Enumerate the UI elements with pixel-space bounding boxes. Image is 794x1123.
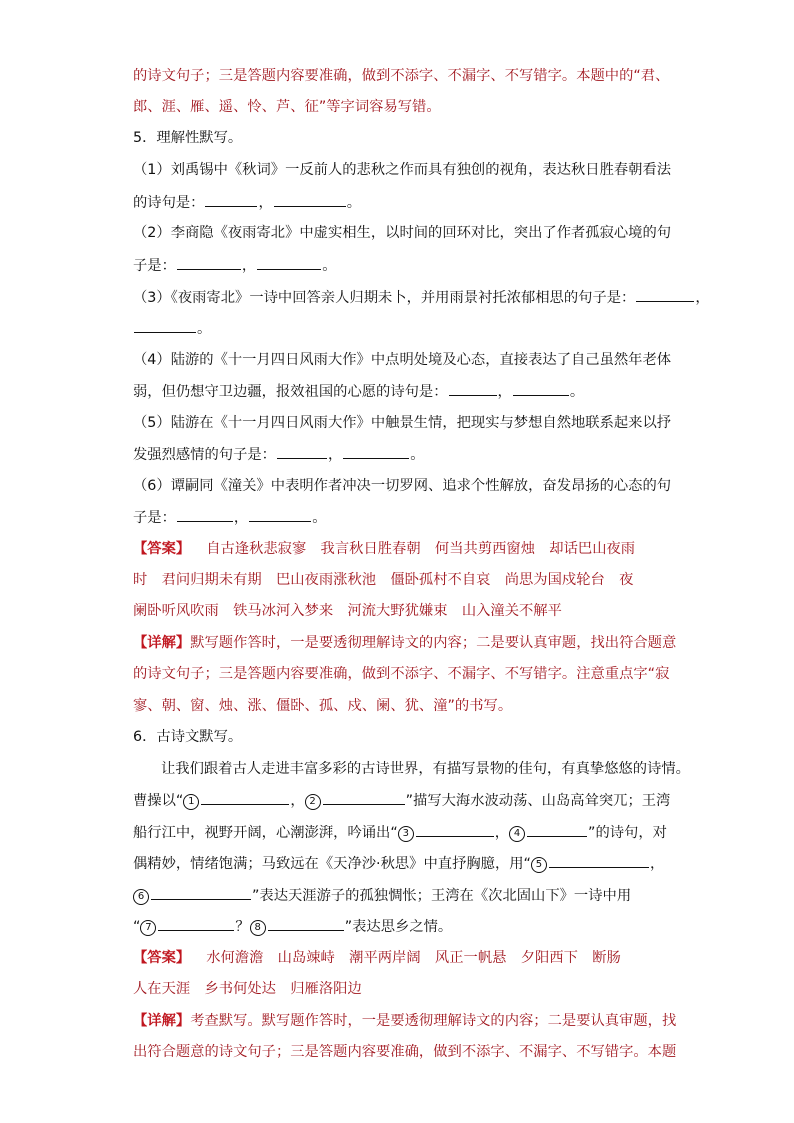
answer-blank[interactable] — [343, 444, 409, 459]
text: ， — [258, 195, 273, 211]
question-text: （1）刘禹锡中《秋词》一反前人的悲秋之作而具有独创的视角，表达秋日胜春朝看法 — [133, 162, 672, 178]
detail-text: 的诗文句子；三是答题内容要准确，做到不添字、不漏字、不写错字。注意重点字“寂 — [133, 666, 670, 682]
answer-block — [133, 948, 621, 968]
question-text — [133, 318, 211, 339]
text: 曹操以“ — [133, 793, 184, 809]
text: 。 — [410, 447, 425, 463]
number-circle: 6 — [133, 889, 149, 905]
number-circle: 4 — [509, 826, 525, 842]
answer-blank[interactable] — [158, 916, 234, 931]
detail-text: 默写题作答时，一是要透彻理解诗文的内容；二是要认真审题，找出符合题意 — [190, 635, 677, 651]
number-circle: 3 — [398, 826, 414, 842]
answer-blank[interactable] — [257, 255, 321, 270]
question-text: （4）陆游的《十一月四日风雨大作》中点明处境及心态，直接表达了自己虽然年老体 — [133, 352, 672, 368]
text: 发强烈感情的句子是： — [133, 447, 276, 463]
answer-text: 水何澹澹 山岛竦峙 潮平两岸阔 风正一帆悬 夕阳西下 断肠 — [206, 950, 621, 966]
question-title: 6．古诗文默写。 — [133, 729, 243, 745]
detail-block — [133, 633, 676, 653]
text: ， — [290, 793, 305, 809]
answer-blank[interactable] — [177, 507, 233, 522]
question-text — [133, 444, 425, 465]
answer-blank[interactable] — [268, 916, 344, 931]
question-text: （2）李商隐《夜雨寄北》中虚实相生，以时间的回环对比，突出了作者孤寂心境的句 — [133, 225, 672, 241]
text: 的诗句是： — [133, 195, 205, 211]
text: ？ — [235, 919, 250, 935]
detail-text: 考查默写。默写题作答时，一是要透彻理解诗文的内容；二是要认真审题，找 — [190, 1013, 677, 1029]
detail-text: 出符合题意的诗文句子；三是答题内容要准确，做到不添字、不漏字、不写错字。本题 — [133, 1044, 677, 1060]
text: 。 — [197, 321, 212, 337]
text: 子是： — [133, 510, 176, 526]
answer-blank[interactable] — [249, 507, 311, 522]
number-circle: 8 — [250, 920, 266, 936]
answer-blank[interactable] — [549, 853, 649, 868]
question-text — [133, 507, 326, 528]
answer-block — [133, 539, 635, 559]
question-text: （5）陆游在《十一月四日风雨大作》中触景生情，把现实与梦想自然地联系起来以抒 — [133, 415, 672, 431]
question-text — [133, 381, 584, 402]
text: ， — [649, 856, 665, 872]
text: ”描写大海水波动荡、山岛高耸突兀；王湾 — [405, 793, 671, 809]
answer-blank[interactable] — [205, 192, 257, 207]
text: ， — [327, 447, 343, 463]
question-text — [133, 853, 664, 874]
text: ”表达天涯游子的孤独惆怅；王湾在《次北固山下》一诗中用 — [252, 888, 632, 904]
text: ， — [497, 384, 512, 400]
detail-tag: 【详解】 — [133, 635, 191, 651]
answer-blank[interactable] — [449, 381, 497, 396]
answer-blank[interactable] — [201, 790, 289, 805]
text-line: 郎、涯、雁、遥、怜、芦、征”等字词容易写错。 — [133, 99, 441, 115]
text: ， — [695, 290, 710, 306]
question-text — [133, 822, 667, 843]
question-text — [133, 885, 631, 906]
text: 。 — [346, 195, 362, 211]
question-text — [133, 790, 670, 811]
answer-blank[interactable] — [151, 885, 251, 900]
question-title: 5．理解性默写。 — [133, 130, 243, 146]
answer-blank[interactable] — [134, 318, 196, 333]
text: 船行江中，视野开阔，心潮澎湃，吟诵出“ — [133, 825, 398, 841]
text: ， — [241, 258, 257, 274]
text: （3）《夜雨寄北》一诗中回答亲人归期未卜，并用雨景衬托浓郁相思的句子是： — [133, 290, 636, 306]
text: ”表达思乡之情。 — [344, 919, 453, 935]
answer-blank[interactable] — [636, 287, 694, 302]
answer-blank[interactable] — [513, 381, 569, 396]
answer-blank[interactable] — [416, 822, 494, 837]
text: 偶精妙，情绪饱满；马致远在《天净沙·秋思》中直抒胸臆，用“ — [133, 856, 531, 872]
text: 。 — [569, 384, 585, 400]
text: ， — [494, 825, 510, 841]
detail-block — [133, 1011, 676, 1031]
number-circle: 2 — [305, 794, 321, 810]
detail-text: 寥、朝、窗、烛、涨、僵卧、孤、戍、阑、犹、潼”的书写。 — [133, 698, 513, 714]
question-text — [133, 916, 452, 937]
text: 子是： — [133, 258, 176, 274]
answer-blank[interactable] — [177, 255, 241, 270]
answer-tag: 【答案】 — [133, 950, 191, 966]
detail-tag: 【详解】 — [133, 1013, 191, 1029]
answer-blank[interactable] — [277, 444, 327, 459]
answer-blank[interactable] — [527, 822, 587, 837]
question-text — [133, 255, 336, 276]
text-line: 的诗文句子；三是答题内容要准确，做到不添字、不漏字、不写错字。本题中的“君、 — [133, 68, 670, 84]
answer-text: 时 君问归期未有期 巴山夜雨涨秋池 僵卧孤村不自哀 尚思为国戍轮台 夜 — [133, 572, 634, 588]
question-text: （6）谭嗣同《潼关》中表明作者冲决一切罗网、追求个性解放，奋发昂扬的心态的句 — [133, 478, 672, 494]
number-circle: 1 — [183, 794, 199, 810]
text: 。 — [322, 258, 337, 274]
answer-blank[interactable] — [323, 790, 405, 805]
answer-text: 人在天涯 乡书何处达 归雁洛阳边 — [133, 981, 362, 997]
text: 。 — [312, 510, 327, 526]
answer-blank[interactable] — [274, 192, 346, 207]
question-text: 让我们跟着古人走进丰富多彩的古诗世界，有描写景物的佳句，有真挚悠悠的诗情。 — [161, 761, 690, 777]
text: “ — [133, 919, 141, 935]
number-circle: 5 — [531, 857, 547, 873]
answer-text: 自古逢秋悲寂寥 我言秋日胜春朝 何当共剪西窗烛 却话巴山夜雨 — [206, 541, 636, 557]
number-circle: 7 — [140, 920, 156, 936]
answer-text: 阑卧听风吹雨 铁马冰河入梦来 河流大野犹嫌束 山入潼关不解平 — [133, 603, 562, 619]
text: ， — [233, 510, 249, 526]
answer-tag: 【答案】 — [133, 541, 191, 557]
question-text — [133, 287, 710, 308]
text: ”的诗句，对 — [588, 825, 667, 841]
text: 弱，但仍想守卫边疆，报效祖国的心愿的诗句是： — [133, 384, 448, 400]
question-text — [133, 192, 361, 213]
